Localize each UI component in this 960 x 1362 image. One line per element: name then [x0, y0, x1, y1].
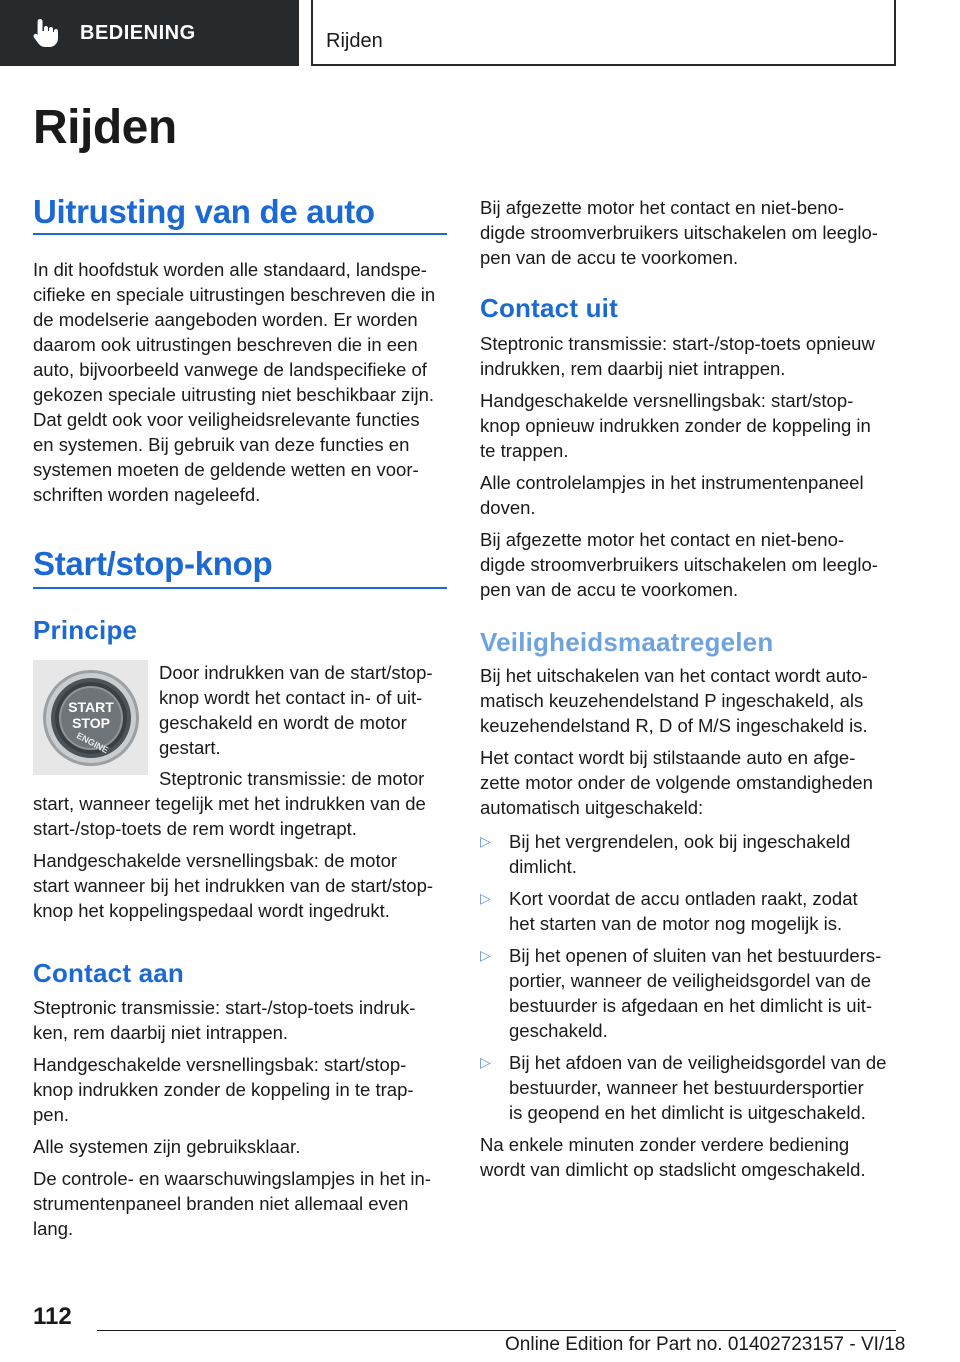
button-stop-text: STOP — [71, 714, 110, 731]
paragraph-steptronic-start-2: start, wanneer tegelijk met het indrukken van de start-/stop-toets de rem wordt ingetrapt. — [33, 793, 426, 839]
heading-contact-on: Contact aan — [33, 958, 185, 988]
page-number: 112 — [33, 1303, 72, 1330]
list-item — [480, 943, 897, 1043]
chapter-tab — [311, 0, 896, 66]
paragraph-contact-on-steptronic: Steptronic transmissie: start-/stop-toets indruk- ken, rem daarbij niet intrappen. — [33, 997, 416, 1043]
paragraph-engine-off-2: Bij afgezette motor het contact en niet-beno- digde stroomverbruikers uitschakelen om leeglo- pen van de accu te voorkomen. — [480, 529, 878, 600]
heading-safety: Veiligheidsmaatregelen — [480, 627, 774, 657]
button-engine-text: ENGINE — [74, 729, 110, 755]
paragraph-contact-on-manual: Handgeschakelde versnellingsbak: start/stop- knop indrukken zonder de koppeling in te trap- pen. — [33, 1054, 414, 1125]
list-item-text: Bij het openen of sluiten van het bestuurders- portier, wanneer de veiligheidsgordel van de bestuurder is afgedaan en het dimlicht is uit- geschakeld. — [509, 945, 882, 1041]
paragraph-lamps-off: Alle controlelampjes in het instrumentenpaneel doven. — [480, 472, 864, 518]
list-item — [480, 1050, 897, 1125]
section-tab — [0, 0, 299, 66]
paragraph-engine-off-1: Bij afgezette motor het contact en niet-beno- digde stroomverbruikers uitschakelen om leeglo- pen van de accu te voorkomen. — [480, 197, 878, 268]
paragraph-equipment: In dit hoofdstuk worden alle standaard, landspe- cifieke en speciale uitrustingen beschreven die in de modelserie aangeboden worden. Er worden daarom ook uitrustingen beschreven die in een auto, bijvoorbeeld vanwege de landspecifieke of gekozen speciale uitrusting niet beschikbaar zijn. Dat geldt ook voor veiligheidsrelevante functies en systemen. Bij gebruik van deze functies en systemen moeten de geldende wetten en voor- schriften worden nageleefd. — [33, 259, 436, 505]
heading-start-stop: Start/stop-knop — [33, 545, 273, 582]
bullet-triangle-icon: ▷ — [480, 833, 491, 849]
paragraph-warning-lamps: De controle- en waarschuwingslampjes in het in- strumentenpaneel branden niet allemaal even lang. — [33, 1168, 431, 1239]
list-item — [480, 886, 897, 936]
paragraph-final: Na enkele minuten zonder verdere bediening wordt van dimlicht op stadslicht omgeschakeld. — [480, 1134, 866, 1180]
paragraph-safety-2: Het contact wordt bij stilstaande auto en afge- zette motor onder de volgende omstandigheden automatisch uitgeschakeld: — [480, 747, 873, 818]
button-start-text: START — [67, 698, 114, 715]
paragraph-steptronic-start-1: Steptronic transmissie: de motor — [159, 768, 425, 789]
bullet-triangle-icon: ▷ — [480, 947, 491, 963]
chapter-label: Rijden — [326, 30, 383, 52]
heading-contact-off: Contact uit — [480, 293, 618, 323]
edition-text: Online Edition for Part no. 01402723157 - VI/18 — [505, 1334, 906, 1355]
heading-rule — [33, 587, 447, 589]
page-title: Rijden — [33, 101, 177, 154]
paragraph-principle: Door indrukken van de start/stop- knop wordt het contact in- of uit- geschakeld en wordt de motor gestart. — [159, 662, 433, 758]
list-item-text: Kort voordat de accu ontladen raakt, zodat het starten van de motor nog mogelijk is. — [509, 888, 858, 934]
heading-rule — [33, 233, 447, 235]
paragraph-manual-start: Handgeschakelde versnellingsbak: de motor start wanneer bij het indrukken van de start/stop- knop het koppelingspedaal wordt ingedrukt. — [33, 850, 434, 921]
section-label: BEDIENING — [80, 21, 196, 44]
list-item — [480, 829, 897, 879]
paragraph-systems-ready: Alle systemen zijn gebruiksklaar. — [33, 1136, 301, 1157]
paragraph-contact-off-manual: Handgeschakelde versnellingsbak: start/stop- knop opnieuw indrukken zonder de koppeling in te trappen. — [480, 390, 871, 461]
list-item-text: Bij het vergrendelen, ook bij ingeschakeld dimlicht. — [509, 831, 851, 877]
heading-equipment: Uitrusting van de auto — [33, 193, 375, 230]
heading-principle: Principe — [33, 615, 138, 645]
bullet-triangle-icon: ▷ — [480, 1054, 491, 1070]
hand-pointer-icon — [26, 13, 66, 53]
paragraph-safety-1: Bij het uitschakelen van het contact wordt auto- matisch keuzehendelstand P ingeschakeld, als keuzehendelstand R, D of M/S ingeschakeld is. — [480, 665, 868, 736]
start-stop-button-image — [33, 660, 148, 775]
paragraph-contact-off-steptronic: Steptronic transmissie: start-/stop-toets opnieuw indrukken, rem daarbij niet intrappen. — [480, 333, 875, 379]
bullet-triangle-icon: ▷ — [480, 890, 491, 906]
footer-rule — [97, 1330, 896, 1331]
list-item-text: Bij het afdoen van de veiligheidsgordel van de bestuurder, wanneer het bestuurdersportier is geopend en het dimlicht is uitgeschakeld. — [509, 1052, 887, 1123]
